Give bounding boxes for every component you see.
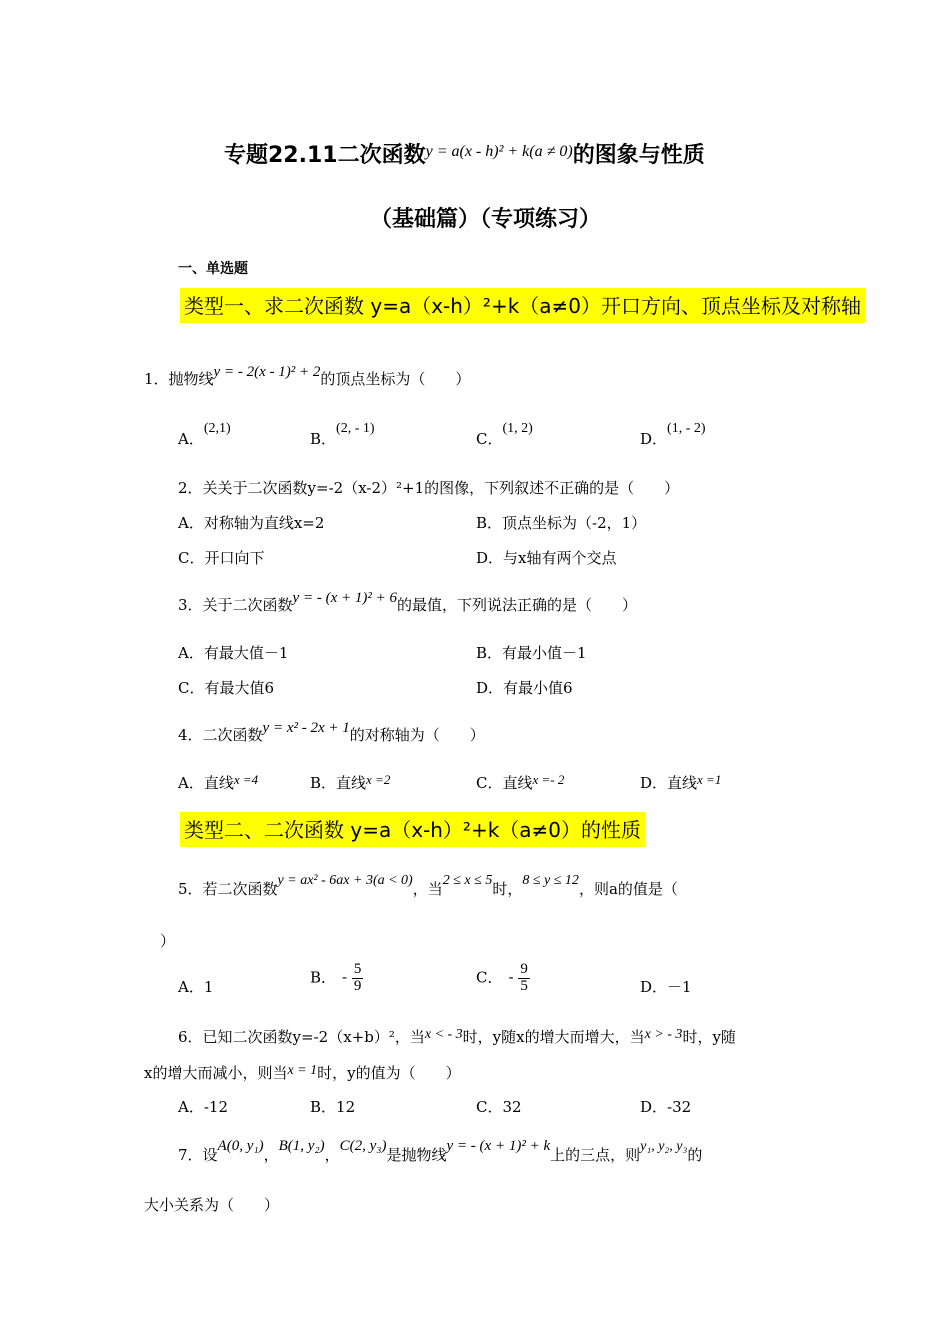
- q5-option-c[interactable]: [476, 962, 530, 995]
- question-6-line1: [178, 1026, 736, 1047]
- option-value: x =2: [366, 772, 391, 787]
- q7-vars: y₁, y₂, y₃: [640, 1139, 688, 1154]
- option-value: (1, - 2): [667, 421, 706, 436]
- question-6-line2: [144, 1062, 461, 1083]
- option-value: x =- 2: [532, 772, 565, 787]
- option-value: (2,1): [203, 421, 231, 436]
- q4-option-a[interactable]: [178, 772, 258, 793]
- option-value: (1, 2): [502, 421, 533, 436]
- type2-banner: 类型二、二次函数 y=a（x-h）²+k（a≠0）的性质: [180, 812, 645, 847]
- q6-text: 时，y随x的增大而增大，当: [462, 1028, 645, 1046]
- point-a: A(0, y₁): [217, 1138, 264, 1154]
- q6-option-c[interactable]: C．32: [476, 1098, 522, 1116]
- q1-option-c[interactable]: [476, 421, 533, 449]
- minus-sign: -: [342, 968, 348, 987]
- option-label: B．直线: [310, 774, 367, 792]
- q5-close: ）: [160, 932, 176, 950]
- q5-suffix: ，则a的值是（: [578, 880, 678, 898]
- section-heading: 一、单选题: [178, 261, 248, 277]
- option-label: A．直线: [178, 774, 234, 792]
- option-label: D．直线: [640, 774, 698, 792]
- title-formula: y = a(x - h)² + k(a ≠ 0): [425, 143, 573, 160]
- q6-text: 时，y的值为（ ）: [317, 1064, 461, 1082]
- option-label: B．: [310, 968, 337, 987]
- q7-text: ，: [263, 1146, 279, 1164]
- q4-option-b[interactable]: [310, 772, 390, 793]
- q6-text: 6．已知二次函数y=-2（x+b）²，当: [178, 1028, 425, 1046]
- page-subtitle: （基础篇）（专项练习）: [370, 207, 602, 232]
- option-value: (2, - 1): [336, 421, 375, 436]
- q3-option-d[interactable]: D．有最小值6: [476, 679, 573, 697]
- q5-option-a[interactable]: A．1: [178, 978, 214, 996]
- option-value: x =4: [233, 772, 259, 787]
- q3-option-c[interactable]: C．有最大值6: [178, 679, 275, 697]
- page-title: [224, 138, 705, 169]
- q3-suffix: 的最值，下列说法正确的是（ ）: [396, 596, 637, 614]
- q1-prefix: 1．抛物线: [144, 370, 214, 388]
- title-suffix: 的图象与性质: [572, 143, 705, 168]
- denominator: 5: [520, 977, 528, 994]
- question-7-line2: 大小关系为（ ）: [144, 1196, 280, 1214]
- q7-formula: y = - (x + 1)² + k: [446, 1138, 551, 1154]
- q1-formula: y = - 2(x - 1)² + 2: [213, 364, 321, 380]
- question-1: [144, 364, 471, 389]
- fraction: [352, 962, 364, 995]
- denominator: 9: [353, 977, 362, 994]
- type1-banner: 类型一、求二次函数 y=a（x-h）²+k（a≠0）开口方向、顶点坐标及对称轴: [180, 288, 865, 323]
- q3-formula: y = - (x + 1)² + 6: [292, 590, 397, 606]
- q5-text: ，当: [412, 880, 443, 898]
- option-label: C．直线: [476, 774, 533, 792]
- q4-formula: y = x² - 2x + 1: [262, 720, 350, 736]
- q6-option-a[interactable]: A．-12: [178, 1098, 228, 1116]
- question-4: [178, 720, 485, 745]
- q3-option-a[interactable]: A．有最大值－1: [178, 644, 289, 662]
- q7-text: ，: [324, 1146, 340, 1164]
- option-value: x =1: [697, 772, 722, 787]
- q6-option-b[interactable]: B．12: [310, 1098, 356, 1116]
- q6-cond1: x < - 3: [424, 1027, 463, 1042]
- q5-text: 时，: [492, 880, 523, 898]
- q3-option-b[interactable]: B．有最小值－1: [476, 644, 587, 662]
- numerator: 9: [520, 961, 528, 977]
- numerator: 5: [353, 961, 362, 977]
- q2-option-d[interactable]: D．与x轴有两个交点: [476, 549, 617, 567]
- q6-option-d[interactable]: D．-32: [640, 1098, 692, 1116]
- q1-option-d[interactable]: [640, 421, 706, 449]
- q2-option-c[interactable]: C．开口向下: [178, 549, 265, 567]
- q1-option-a[interactable]: [178, 421, 231, 449]
- q4-option-d[interactable]: [640, 772, 721, 793]
- fraction: [518, 962, 530, 995]
- option-label: C．: [476, 968, 503, 987]
- title-prefix: 专题22.11二次函数: [224, 143, 426, 168]
- q1-suffix: 的顶点坐标为（ ）: [320, 370, 471, 388]
- q1-option-b[interactable]: [310, 421, 375, 449]
- point-b: B(1, y₂): [278, 1138, 325, 1154]
- q5-prefix: 5．若二次函数: [178, 880, 278, 898]
- question-3: [178, 590, 637, 615]
- q2-option-b[interactable]: B．顶点坐标为（-2，1）: [476, 514, 647, 532]
- q6-text: x的增大而减小，则当: [144, 1064, 288, 1082]
- q5-option-b[interactable]: [310, 962, 363, 995]
- q2-option-a[interactable]: A．对称轴为直线x=2: [178, 514, 325, 532]
- q7-text: 7．设: [178, 1146, 218, 1164]
- q6-cond2: x > - 3: [644, 1027, 683, 1042]
- option-label: B．: [310, 430, 337, 448]
- q4-suffix: 的对称轴为（ ）: [349, 726, 485, 744]
- option-label: A．: [178, 430, 204, 448]
- question-7: [178, 1138, 703, 1165]
- question-5: [178, 873, 678, 899]
- q5-formula: y = ax² - 6ax + 3(a < 0): [277, 873, 413, 888]
- option-label: C．: [476, 430, 503, 448]
- q7-text: 是抛物线: [386, 1146, 447, 1164]
- q3-prefix: 3．关于二次函数: [178, 596, 293, 614]
- q5-option-d[interactable]: D．－1: [640, 978, 692, 996]
- question-2: 2．关关于二次函数y=-2（x-2）²+1的图像，下列叙述不正确的是（ ）: [178, 479, 680, 497]
- q6-text: 时，y随: [682, 1028, 736, 1046]
- q5-cond2: 8 ≤ y ≤ 12: [522, 873, 579, 888]
- q4-prefix: 4．二次函数: [178, 726, 263, 744]
- q7-text: 的: [687, 1146, 703, 1164]
- minus-sign: -: [508, 968, 514, 987]
- point-c: C(2, y₃): [339, 1138, 387, 1154]
- q6-cond3: x = 1: [287, 1063, 318, 1078]
- option-label: D．: [640, 430, 668, 448]
- q7-text: 上的三点，则: [550, 1146, 641, 1164]
- q5-cond1: 2 ≤ x ≤ 5: [442, 873, 493, 888]
- q4-option-c[interactable]: [476, 772, 564, 793]
